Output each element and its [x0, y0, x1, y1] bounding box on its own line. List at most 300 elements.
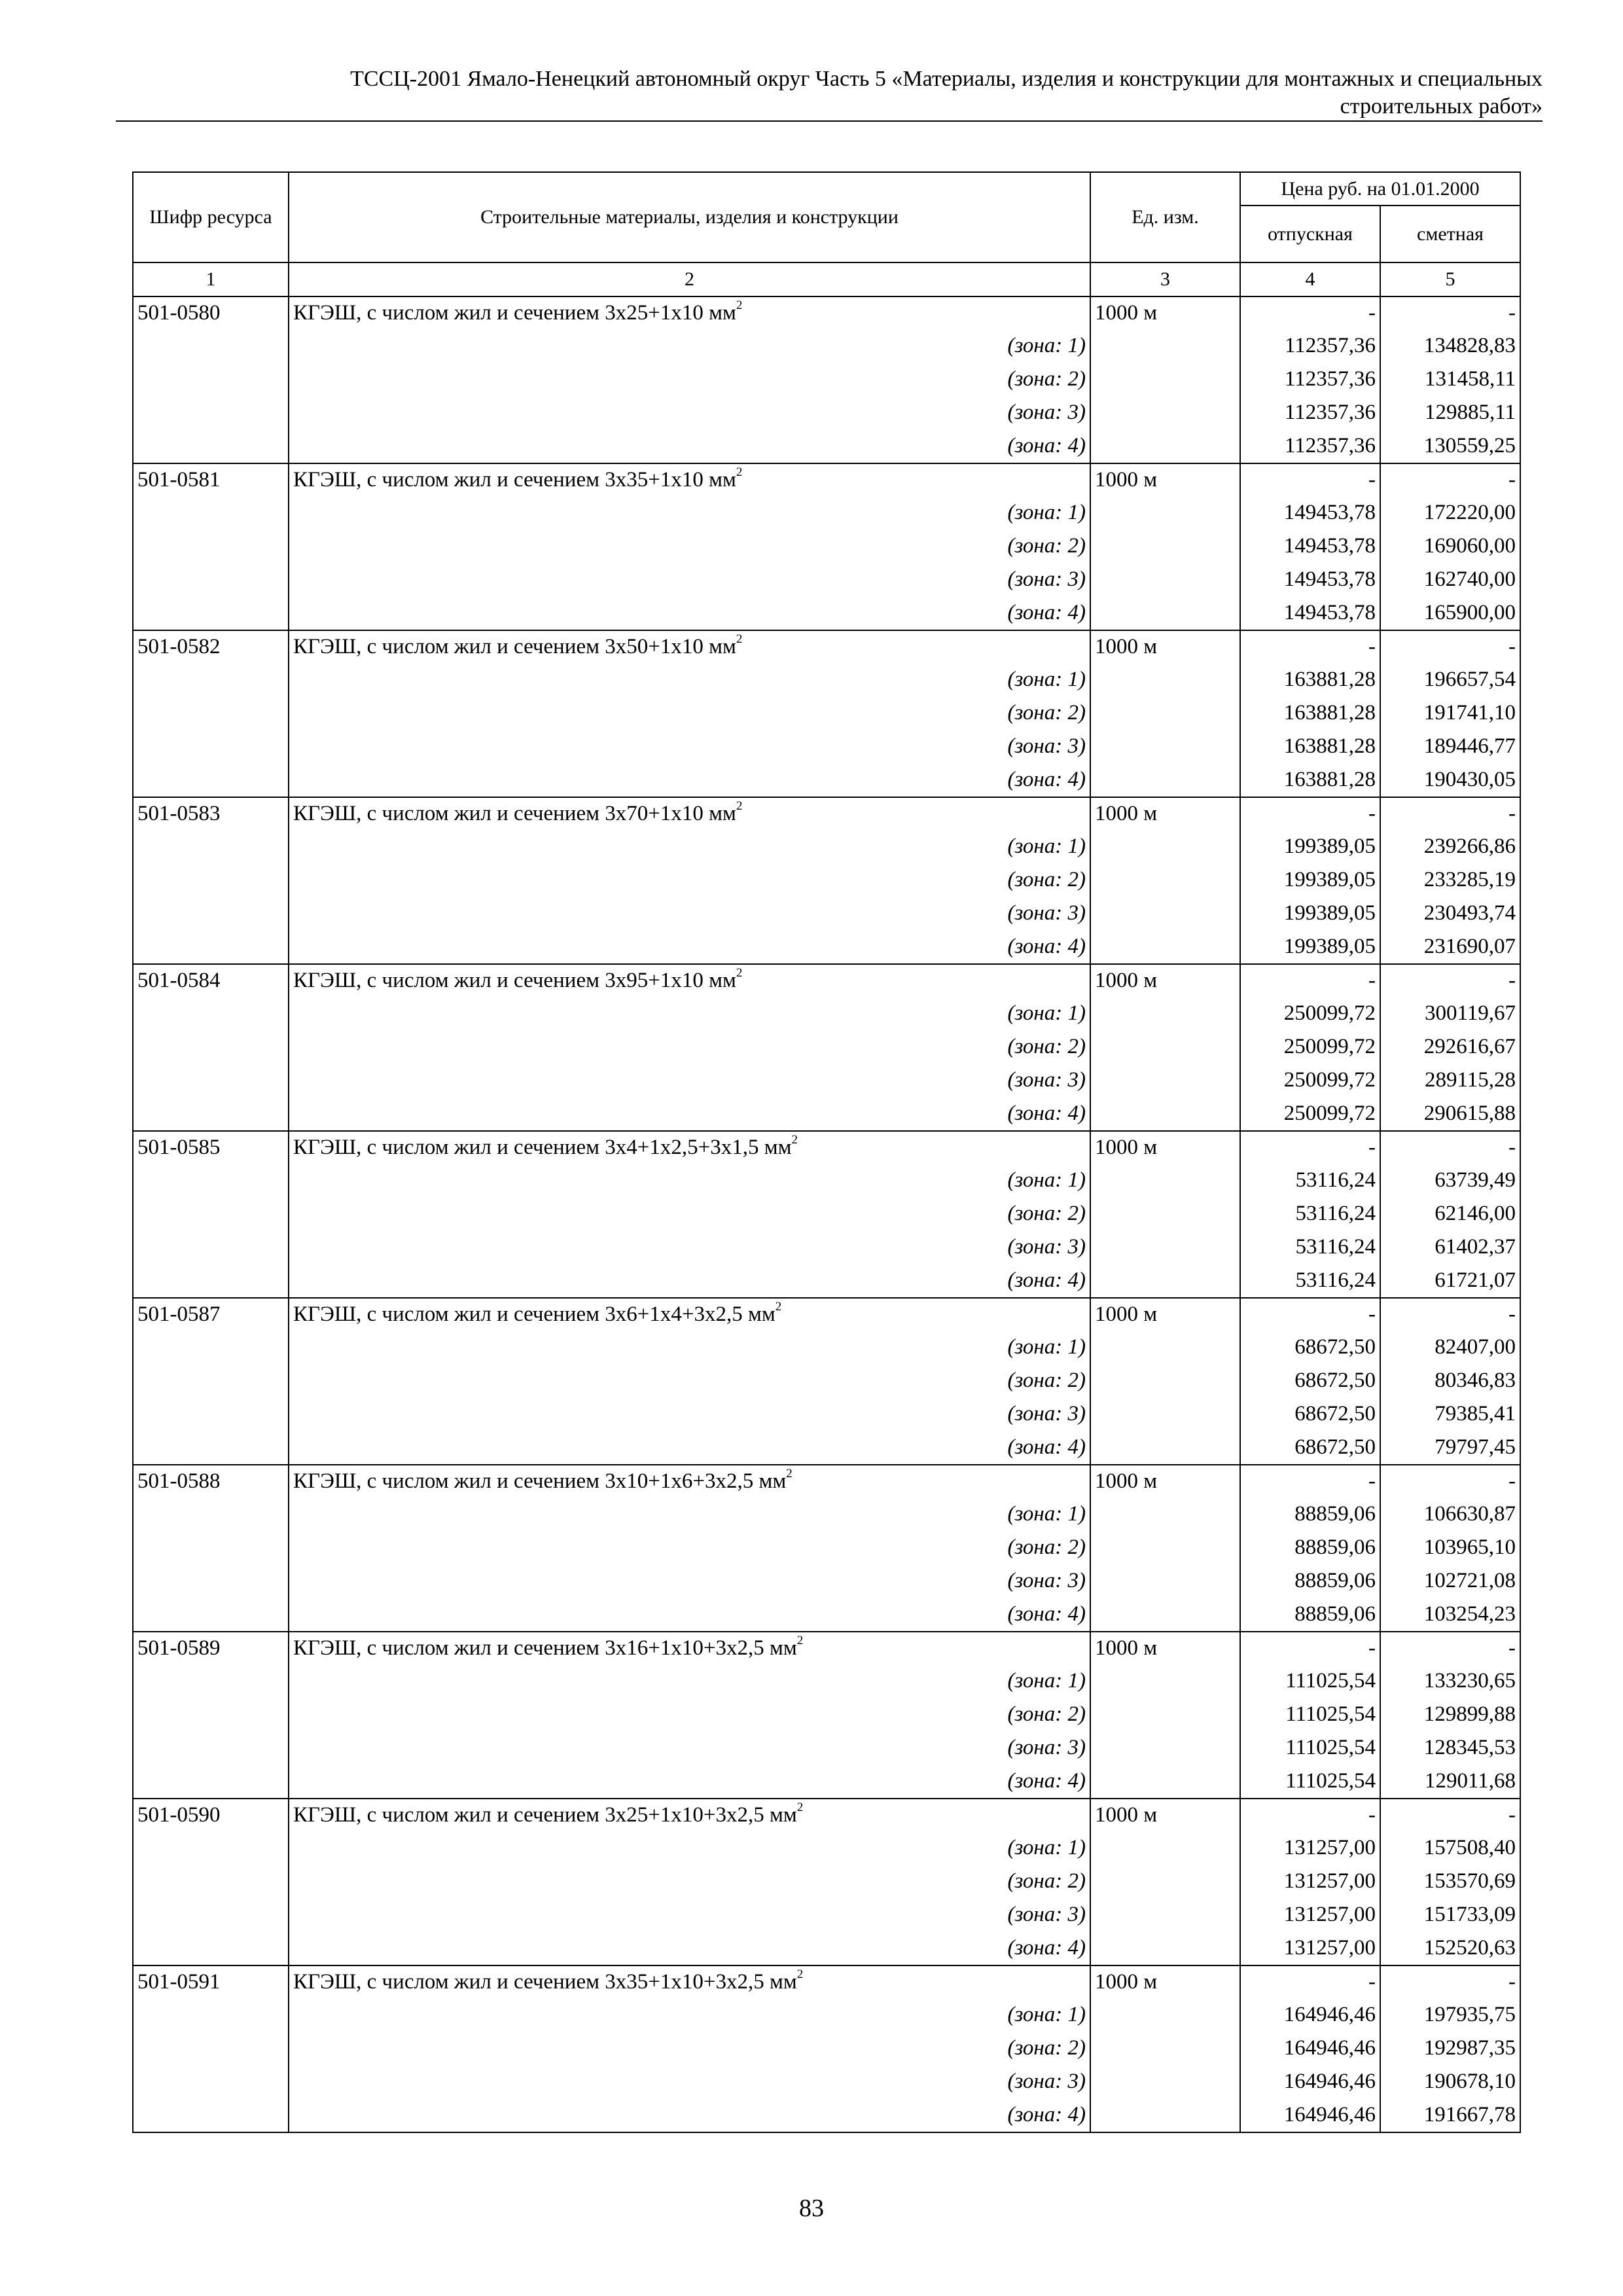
empty-cell [133, 997, 289, 1031]
material-name [289, 296, 1090, 330]
release-price: 250099,72 [1240, 1064, 1380, 1098]
material-name [289, 964, 1090, 997]
column-number: 3 [1090, 262, 1240, 296]
empty-cell [133, 1265, 289, 1298]
zone-row [133, 1198, 1520, 1231]
material-name-text: КГЭШ, с числом жил и сечением 3х25+1х10 мм [293, 301, 736, 325]
estimate-price: 63739,49 [1380, 1164, 1520, 1198]
zone-row [133, 1899, 1520, 1932]
header-name: Строительные материалы, изделия и конструкции [289, 172, 1090, 262]
material-name-text: КГЭШ, с числом жил и сечением 3х10+1х6+3х2,5 мм [293, 1469, 787, 1493]
empty-cell [133, 363, 289, 397]
table-row [133, 1799, 1520, 1832]
empty-cell [1090, 1765, 1240, 1799]
estimate-price-dash: - [1380, 1298, 1520, 1331]
header-release-price: отпускная [1240, 206, 1380, 262]
release-price: 53116,24 [1240, 1164, 1380, 1198]
empty-cell [1090, 1098, 1240, 1131]
estimate-price: 129885,11 [1380, 397, 1520, 430]
unit-of-measure: 1000 м [1090, 630, 1240, 664]
table-row [133, 463, 1520, 497]
zone-row [133, 430, 1520, 463]
empty-cell [1090, 1932, 1240, 1965]
release-price: 88859,06 [1240, 1498, 1380, 1532]
estimate-price: 169060,00 [1380, 530, 1520, 564]
unit-superscript: 2 [791, 1133, 798, 1147]
material-name-text: КГЭШ, с числом жил и сечением 3х16+1х10+3х2,5 мм [293, 1636, 797, 1660]
unit-of-measure: 1000 м [1090, 797, 1240, 831]
empty-cell [1090, 597, 1240, 630]
table-row [133, 1632, 1520, 1665]
release-price: 131257,00 [1240, 1865, 1380, 1899]
estimate-price: 133230,65 [1380, 1665, 1520, 1698]
estimate-price-dash: - [1380, 630, 1520, 664]
release-price: 199389,05 [1240, 831, 1380, 864]
table-body [133, 296, 1520, 2132]
estimate-price: 189446,77 [1380, 730, 1520, 764]
release-price: 149453,78 [1240, 530, 1380, 564]
release-price-dash: - [1240, 1632, 1380, 1665]
release-price: 88859,06 [1240, 1565, 1380, 1598]
material-name [289, 1298, 1090, 1331]
zone-row [133, 497, 1520, 530]
empty-cell [133, 1231, 289, 1265]
unit-superscript: 2 [736, 632, 743, 646]
material-name-text: КГЭШ, с числом жил и сечением 3х25+1х10+3х2,5 мм [293, 1803, 797, 1827]
estimate-price: 131458,11 [1380, 363, 1520, 397]
release-price: 53116,24 [1240, 1265, 1380, 1298]
empty-cell [133, 1698, 289, 1732]
release-price-dash: - [1240, 797, 1380, 831]
material-name-text: КГЭШ, с числом жил и сечением 3х35+1х10+3х2,5 мм [293, 1970, 797, 1994]
zone-label: (зона: 4) [289, 1098, 1090, 1131]
zone-row [133, 597, 1520, 630]
material-name-text: КГЭШ, с числом жил и сечением 3х35+1х10 мм [293, 468, 736, 492]
zone-row [133, 1498, 1520, 1532]
empty-cell [133, 597, 289, 630]
empty-cell [1090, 1398, 1240, 1431]
material-name [289, 1131, 1090, 1164]
release-price: 111025,54 [1240, 1665, 1380, 1698]
empty-cell [133, 2032, 289, 2066]
header-code: Шифр ресурса [133, 172, 289, 262]
unit-superscript: 2 [775, 1300, 782, 1314]
estimate-price: 103965,10 [1380, 1532, 1520, 1565]
release-price-dash: - [1240, 1799, 1380, 1832]
empty-cell [1090, 1331, 1240, 1365]
unit-superscript: 2 [796, 1634, 804, 1647]
estimate-price: 190678,10 [1380, 2066, 1520, 2099]
empty-cell [1090, 2032, 1240, 2066]
empty-cell [133, 931, 289, 964]
material-name-text: КГЭШ, с числом жил и сечением 3х95+1х10 мм [293, 969, 736, 992]
estimate-price-dash: - [1380, 1632, 1520, 1665]
resource-code: 501-0587 [133, 1298, 289, 1331]
zone-label: (зона: 2) [289, 1031, 1090, 1064]
zone-row [133, 1431, 1520, 1465]
release-price: 131257,00 [1240, 1932, 1380, 1965]
material-name [289, 630, 1090, 664]
empty-cell [133, 1999, 289, 2032]
table-header [133, 172, 1520, 296]
zone-row [133, 564, 1520, 597]
material-name [289, 1799, 1090, 1832]
release-price: 112357,36 [1240, 330, 1380, 363]
release-price: 164946,46 [1240, 2066, 1380, 2099]
estimate-price: 192987,35 [1380, 2032, 1520, 2066]
release-price: 149453,78 [1240, 564, 1380, 597]
empty-cell [1090, 1732, 1240, 1765]
zone-row [133, 1932, 1520, 1965]
table-row [133, 1298, 1520, 1331]
estimate-price: 230493,74 [1380, 897, 1520, 931]
estimate-price: 157508,40 [1380, 1832, 1520, 1865]
empty-cell [1090, 1231, 1240, 1265]
release-price: 88859,06 [1240, 1598, 1380, 1632]
release-price: 199389,05 [1240, 897, 1380, 931]
estimate-price-dash: - [1380, 797, 1520, 831]
unit-of-measure: 1000 м [1090, 296, 1240, 330]
zone-label: (зона: 1) [289, 497, 1090, 530]
release-price-dash: - [1240, 964, 1380, 997]
zone-label: (зона: 3) [289, 2066, 1090, 2099]
material-name [289, 1632, 1090, 1665]
empty-cell [133, 497, 289, 530]
table-row [133, 1965, 1520, 1999]
zone-row [133, 1999, 1520, 2032]
zone-row [133, 1865, 1520, 1899]
estimate-price-dash: - [1380, 1131, 1520, 1164]
page-header [116, 65, 1543, 120]
zone-label: (зона: 3) [289, 397, 1090, 430]
resource-code: 501-0590 [133, 1799, 289, 1832]
zone-label: (зона: 2) [289, 363, 1090, 397]
release-price: 163881,28 [1240, 697, 1380, 730]
empty-cell [1090, 697, 1240, 730]
table-row [133, 1131, 1520, 1164]
estimate-price: 162740,00 [1380, 564, 1520, 597]
release-price: 163881,28 [1240, 764, 1380, 797]
estimate-price: 197935,75 [1380, 1999, 1520, 2032]
empty-cell [1090, 1665, 1240, 1698]
empty-cell [1090, 997, 1240, 1031]
estimate-price: 292616,67 [1380, 1031, 1520, 1064]
release-price: 53116,24 [1240, 1231, 1380, 1265]
estimate-price: 102721,08 [1380, 1565, 1520, 1598]
resource-code: 501-0582 [133, 630, 289, 664]
zone-label: (зона: 1) [289, 1832, 1090, 1865]
empty-cell [133, 1031, 289, 1064]
empty-cell [133, 564, 289, 597]
estimate-price: 290615,88 [1380, 1098, 1520, 1131]
zone-label: (зона: 3) [289, 1899, 1090, 1932]
estimate-price: 82407,00 [1380, 1331, 1520, 1365]
zone-label: (зона: 1) [289, 1665, 1090, 1698]
resource-code: 501-0591 [133, 1965, 289, 1999]
unit-superscript: 2 [786, 1467, 793, 1480]
zone-row [133, 730, 1520, 764]
zone-row [133, 363, 1520, 397]
release-price: 112357,36 [1240, 363, 1380, 397]
zone-label: (зона: 2) [289, 1865, 1090, 1899]
zone-label: (зона: 2) [289, 1532, 1090, 1565]
empty-cell [133, 730, 289, 764]
zone-row [133, 1398, 1520, 1431]
material-name-text: КГЭШ, с числом жил и сечением 3х70+1х10 мм [293, 802, 736, 825]
zone-label: (зона: 2) [289, 530, 1090, 564]
zone-label: (зона: 4) [289, 1932, 1090, 1965]
table-row [133, 797, 1520, 831]
empty-cell [1090, 1565, 1240, 1598]
zone-label: (зона: 2) [289, 1698, 1090, 1732]
empty-cell [1090, 931, 1240, 964]
zone-label: (зона: 1) [289, 997, 1090, 1031]
zone-label: (зона: 4) [289, 1765, 1090, 1799]
estimate-price-dash: - [1380, 1965, 1520, 1999]
table-row [133, 964, 1520, 997]
column-number: 4 [1240, 262, 1380, 296]
release-price: 164946,46 [1240, 2032, 1380, 2066]
zone-label: (зона: 4) [289, 430, 1090, 463]
zone-row [133, 1732, 1520, 1765]
empty-cell [1090, 564, 1240, 597]
zone-label: (зона: 2) [289, 1365, 1090, 1398]
resource-code: 501-0585 [133, 1131, 289, 1164]
zone-row [133, 1265, 1520, 1298]
release-price-dash: - [1240, 1131, 1380, 1164]
empty-cell [1090, 1198, 1240, 1231]
release-price: 164946,46 [1240, 2099, 1380, 2132]
material-name [289, 1965, 1090, 1999]
estimate-price: 191667,78 [1380, 2099, 1520, 2132]
release-price-dash: - [1240, 296, 1380, 330]
empty-cell [1090, 397, 1240, 430]
empty-cell [133, 864, 289, 897]
unit-superscript: 2 [736, 966, 743, 980]
empty-cell [133, 1098, 289, 1131]
empty-cell [1090, 1365, 1240, 1398]
zone-label: (зона: 3) [289, 1231, 1090, 1265]
empty-cell [133, 1732, 289, 1765]
zone-label: (зона: 1) [289, 1498, 1090, 1532]
empty-cell [1090, 1164, 1240, 1198]
zone-row [133, 1031, 1520, 1064]
zone-row [133, 997, 1520, 1031]
release-price: 68672,50 [1240, 1365, 1380, 1398]
zone-label: (зона: 4) [289, 2099, 1090, 2132]
zone-label: (зона: 2) [289, 2032, 1090, 2066]
material-name [289, 797, 1090, 831]
unit-of-measure: 1000 м [1090, 1799, 1240, 1832]
empty-cell [133, 664, 289, 697]
zone-label: (зона: 3) [289, 1398, 1090, 1431]
empty-cell [133, 1365, 289, 1398]
empty-cell [133, 397, 289, 430]
release-price: 111025,54 [1240, 1765, 1380, 1799]
release-price-dash: - [1240, 1298, 1380, 1331]
empty-cell [1090, 1832, 1240, 1865]
estimate-price-dash: - [1380, 463, 1520, 497]
release-price: 149453,78 [1240, 597, 1380, 630]
header-estimate-price: сметная [1380, 206, 1520, 262]
estimate-price: 134828,83 [1380, 330, 1520, 363]
release-price: 199389,05 [1240, 864, 1380, 897]
empty-cell [133, 1899, 289, 1932]
estimate-price-dash: - [1380, 964, 1520, 997]
empty-cell [133, 2066, 289, 2099]
release-price: 163881,28 [1240, 730, 1380, 764]
unit-of-measure: 1000 м [1090, 1131, 1240, 1164]
release-price-dash: - [1240, 463, 1380, 497]
zone-label: (зона: 3) [289, 897, 1090, 931]
zone-row [133, 1331, 1520, 1365]
empty-cell [1090, 330, 1240, 363]
release-price: 149453,78 [1240, 497, 1380, 530]
release-price-dash: - [1240, 1465, 1380, 1498]
zone-row [133, 1532, 1520, 1565]
zone-row [133, 1832, 1520, 1865]
empty-cell [1090, 1265, 1240, 1298]
unit-superscript: 2 [736, 799, 743, 813]
unit-superscript: 2 [736, 298, 743, 312]
unit-of-measure: 1000 м [1090, 1632, 1240, 1665]
release-price-dash: - [1240, 1965, 1380, 1999]
empty-cell [1090, 1431, 1240, 1465]
estimate-price: 153570,69 [1380, 1865, 1520, 1899]
empty-cell [133, 831, 289, 864]
estimate-price: 79797,45 [1380, 1431, 1520, 1465]
empty-cell [1090, 430, 1240, 463]
zone-label: (зона: 4) [289, 1598, 1090, 1632]
zone-row [133, 530, 1520, 564]
zone-label: (зона: 2) [289, 864, 1090, 897]
column-number: 5 [1380, 262, 1520, 296]
empty-cell [133, 1398, 289, 1431]
empty-cell [133, 2099, 289, 2132]
empty-cell [1090, 1064, 1240, 1098]
empty-cell [133, 1598, 289, 1632]
empty-cell [133, 1498, 289, 1532]
estimate-price: 300119,67 [1380, 997, 1520, 1031]
column-number: 1 [133, 262, 289, 296]
zone-row [133, 1765, 1520, 1799]
zone-label: (зона: 4) [289, 764, 1090, 797]
estimate-price: 196657,54 [1380, 664, 1520, 697]
empty-cell [1090, 530, 1240, 564]
zone-row [133, 2032, 1520, 2066]
zone-label: (зона: 3) [289, 564, 1090, 597]
zone-label: (зона: 1) [289, 831, 1090, 864]
empty-cell [133, 1865, 289, 1899]
empty-cell [133, 1765, 289, 1799]
material-name-text: КГЭШ, с числом жил и сечением 3х6+1х4+3х2,5 мм [293, 1302, 776, 1326]
zone-row [133, 1698, 1520, 1732]
release-price: 131257,00 [1240, 1899, 1380, 1932]
zone-label: (зона: 2) [289, 697, 1090, 730]
resource-code: 501-0588 [133, 1465, 289, 1498]
unit-of-measure: 1000 м [1090, 964, 1240, 997]
release-price: 250099,72 [1240, 1031, 1380, 1064]
estimate-price: 106630,87 [1380, 1498, 1520, 1532]
empty-cell [133, 1198, 289, 1231]
table-row [133, 296, 1520, 330]
zone-row [133, 864, 1520, 897]
unit-superscript: 2 [796, 1801, 804, 1814]
empty-cell [1090, 1698, 1240, 1732]
empty-cell [1090, 1865, 1240, 1899]
zone-row [133, 1164, 1520, 1198]
material-name-text: КГЭШ, с числом жил и сечением 3х50+1х10 мм [293, 635, 736, 658]
unit-of-measure: 1000 м [1090, 463, 1240, 497]
release-price-dash: - [1240, 630, 1380, 664]
empty-cell [133, 1565, 289, 1598]
release-price: 250099,72 [1240, 1098, 1380, 1131]
zone-row [133, 831, 1520, 864]
empty-cell [133, 1064, 289, 1098]
estimate-price: 129011,68 [1380, 1765, 1520, 1799]
empty-cell [1090, 1999, 1240, 2032]
zone-row [133, 931, 1520, 964]
zone-label: (зона: 4) [289, 597, 1090, 630]
release-price: 112357,36 [1240, 397, 1380, 430]
material-name [289, 1465, 1090, 1498]
unit-superscript: 2 [736, 465, 743, 479]
empty-cell [133, 1665, 289, 1698]
empty-cell [133, 764, 289, 797]
page-number: 83 [799, 2195, 824, 2222]
estimate-price: 130559,25 [1380, 430, 1520, 463]
release-price: 111025,54 [1240, 1732, 1380, 1765]
zone-label: (зона: 4) [289, 1431, 1090, 1465]
empty-cell [133, 330, 289, 363]
estimate-price: 191741,10 [1380, 697, 1520, 730]
estimate-price: 61402,37 [1380, 1231, 1520, 1265]
zone-row [133, 697, 1520, 730]
empty-cell [133, 1164, 289, 1198]
empty-cell [133, 1832, 289, 1865]
zone-label: (зона: 3) [289, 1565, 1090, 1598]
empty-cell [133, 897, 289, 931]
release-price: 68672,50 [1240, 1431, 1380, 1465]
zone-label: (зона: 1) [289, 664, 1090, 697]
empty-cell [133, 1532, 289, 1565]
empty-cell [1090, 864, 1240, 897]
empty-cell [1090, 831, 1240, 864]
estimate-price: 231690,07 [1380, 931, 1520, 964]
zone-row [133, 1665, 1520, 1698]
empty-cell [1090, 764, 1240, 797]
zone-row [133, 2099, 1520, 2132]
release-price: 112357,36 [1240, 430, 1380, 463]
estimate-price: 80346,83 [1380, 1365, 1520, 1398]
estimate-price-dash: - [1380, 296, 1520, 330]
release-price: 199389,05 [1240, 931, 1380, 964]
resource-code: 501-0580 [133, 296, 289, 330]
empty-cell [133, 1932, 289, 1965]
empty-cell [1090, 664, 1240, 697]
release-price: 164946,46 [1240, 1999, 1380, 2032]
estimate-price: 233285,19 [1380, 864, 1520, 897]
estimate-price-dash: - [1380, 1465, 1520, 1498]
zone-row [133, 1098, 1520, 1131]
empty-cell [133, 530, 289, 564]
header-price: Цена руб. на 01.01.2000 [1240, 172, 1520, 206]
resource-code: 501-0581 [133, 463, 289, 497]
header-divider [116, 120, 1543, 122]
estimate-price: 152520,63 [1380, 1932, 1520, 1965]
estimate-price-dash: - [1380, 1799, 1520, 1832]
release-price: 111025,54 [1240, 1698, 1380, 1732]
